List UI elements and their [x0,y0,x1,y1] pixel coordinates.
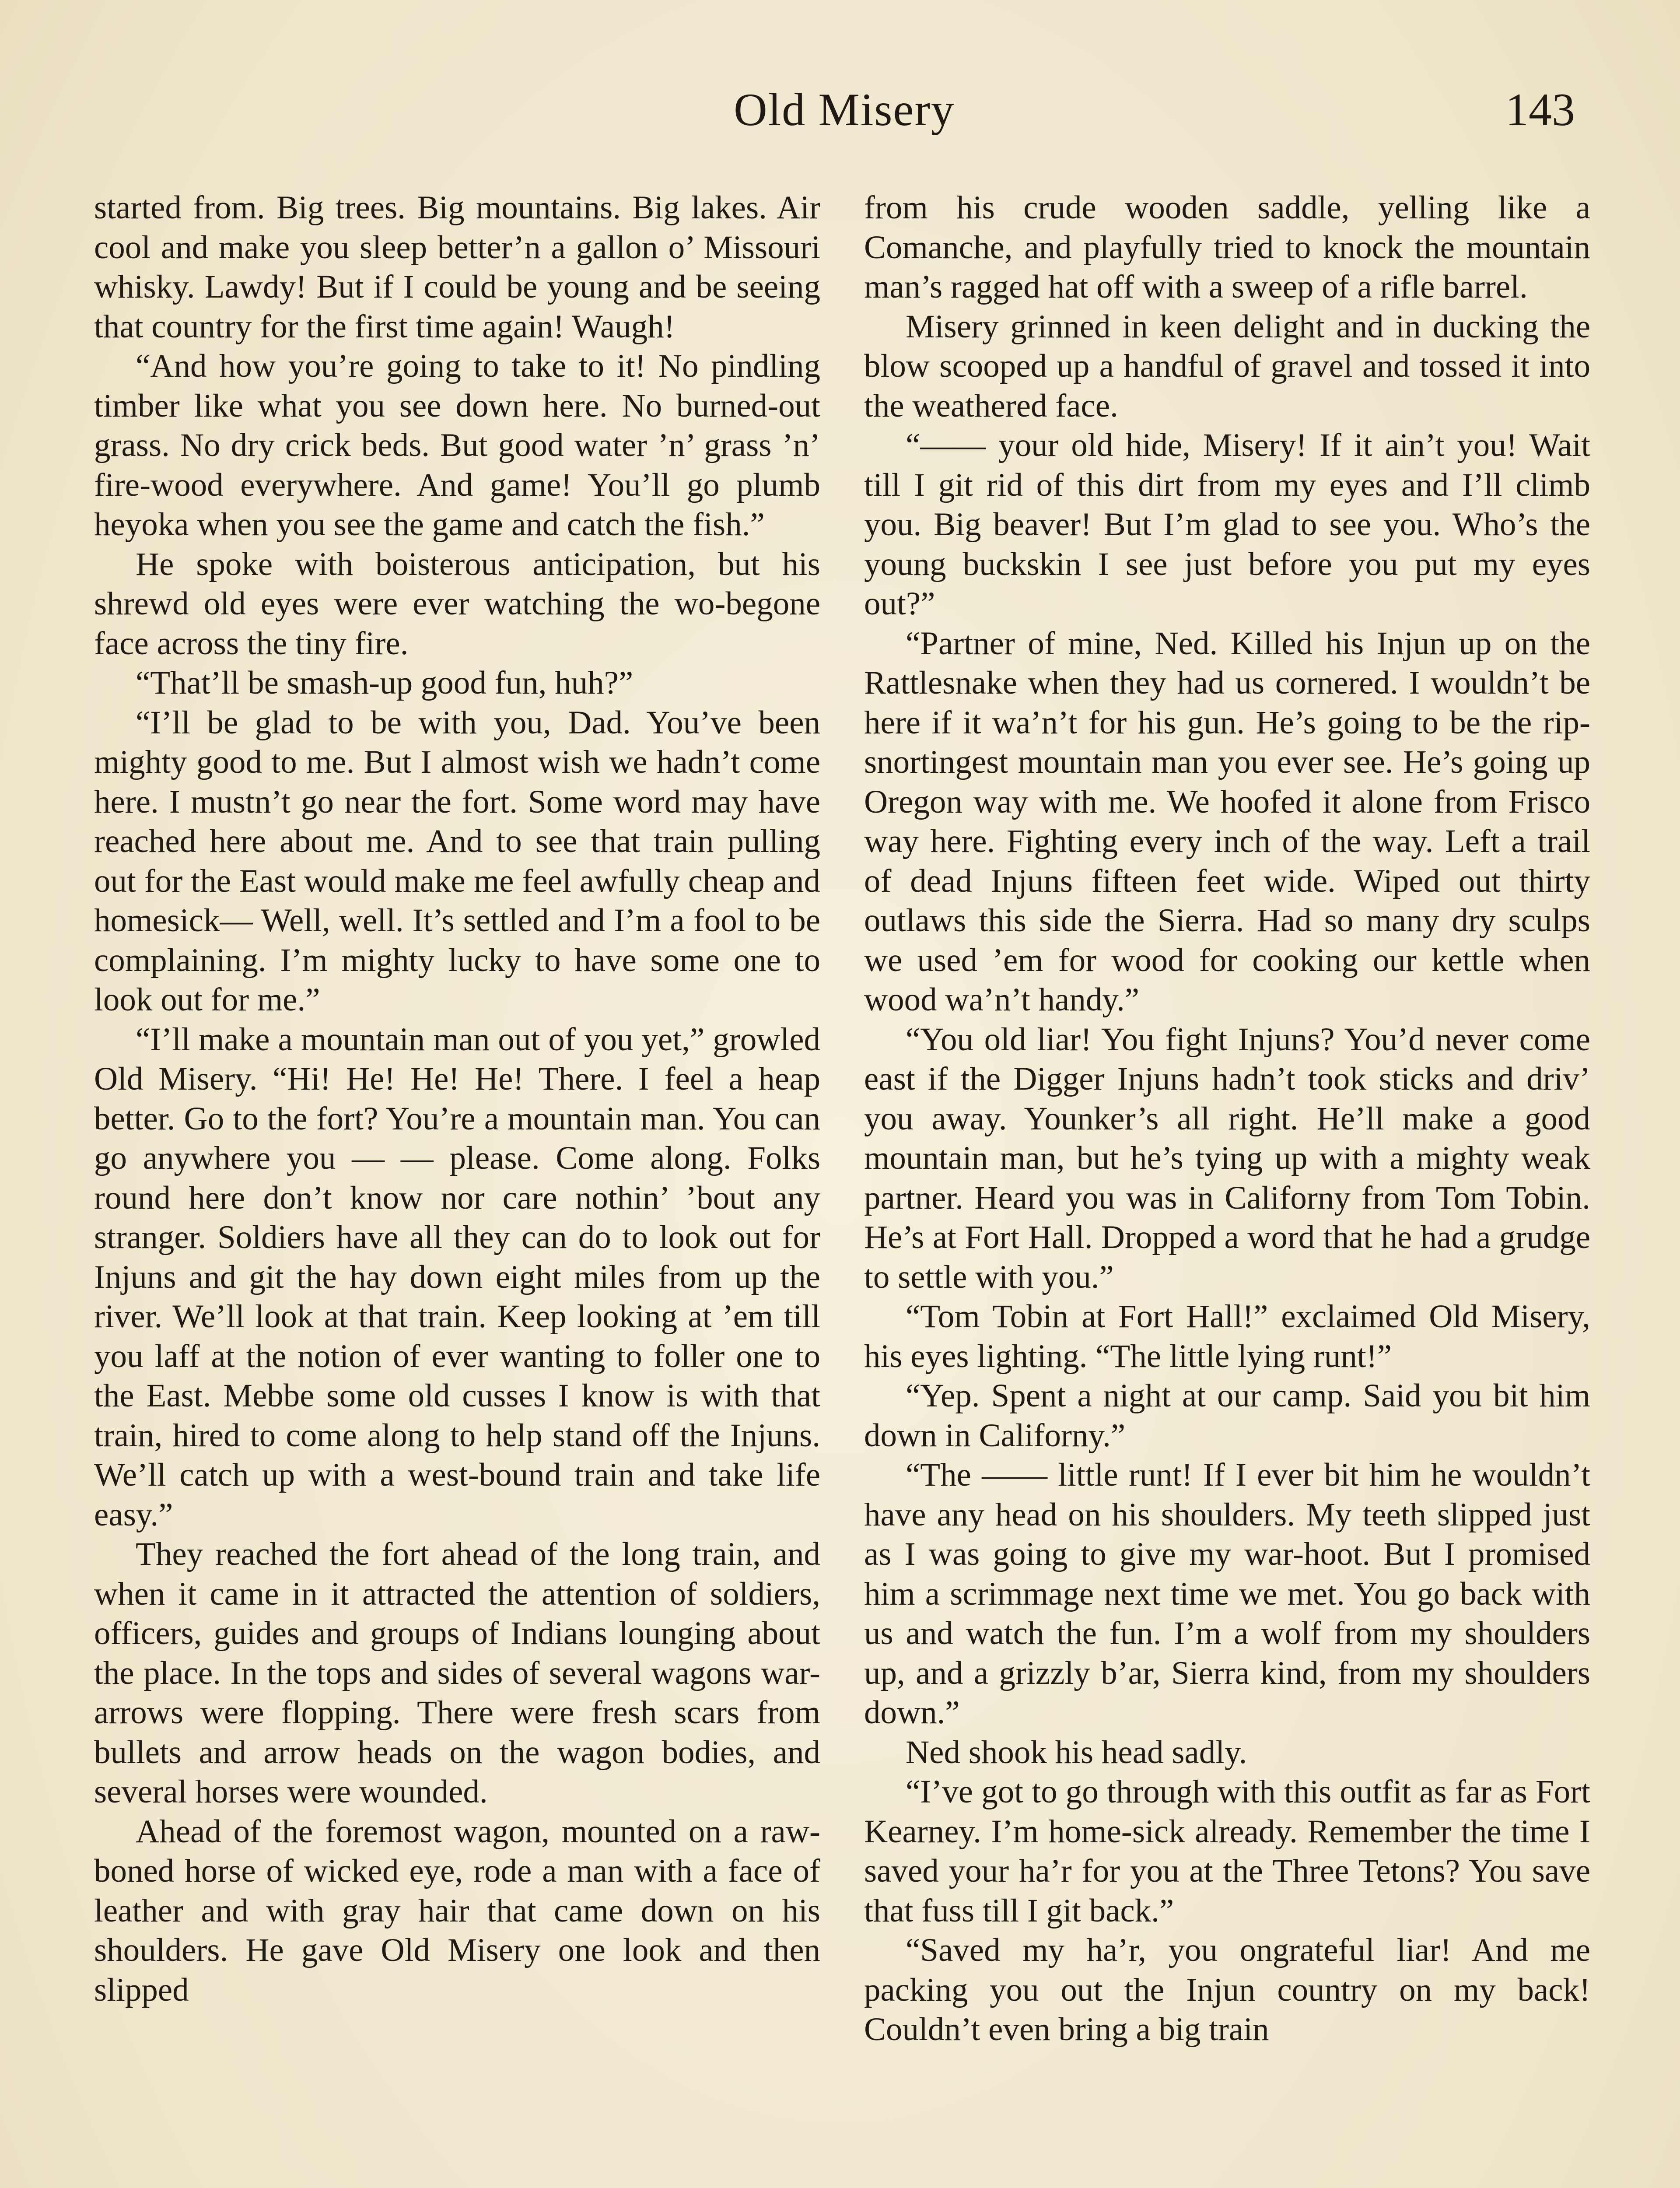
paragraph: “The —— little runt! If I ever bit him he wouldn’t have any head on his shoulders. My teeth slipped just as I was going to give my war-hoot. But I promised him a scrimmage next time we met. You go back with us and watch the fun. I’m a wolf from my shoulders up, and a grizzly b’ar, Sierra kind, from my shoulders down.” [864,1457,1590,1731]
paragraph: Ned shook his head sadly. [906,1734,1247,1771]
paragraph: “Yep. Spent a night at our camp. Said you bit him down in Californy.” [864,1378,1590,1454]
paragraph: “I’ll make a mountain man out of you yet,” growled Old Misery. “Hi! He! He! He! There. I feel a heap better. Go to the fort? You’re a mountain man. You can go anywhere you — — please. Come along. Folks round here don’t know nor care nothin’ ’bout any stranger. Soldiers have all they can do to look out for Injuns and git the hay down eight miles from up the river. We’ll look at that train. Keep looking at ’em till you laff at the notion of ever wanting to foller one to the East. Mebbe some old cusses I know is with that train, hired to come along to help stand off the Injuns. We’ll catch up with a west-bound train and take life easy.” [94,1021,820,1533]
running-head [0,83,1680,149]
page-number: 143 [1505,84,1575,135]
paragraph: “—— your old hide, Misery! If it ain’t you! Wait till I git rid of this dirt from my eyes and I’ll climb you. Big beaver! But I’m glad to see you. Who’s the young buckskin I see just before you put my eyes out?” [864,427,1590,622]
paragraph: Ahead of the foremost wagon, mounted on a raw-boned horse of wicked eye, rode a man with a face of leather and with gray hair that came down on his shoulders. He gave Old Misery one look and then slipped [94,1813,820,2008]
paragraph: He spoke with boisterous anticipation, but his shrewd old eyes were ever watching the wo-begone face across the tiny fire. [94,546,820,662]
paragraph: “Saved my ha’r, you ongrateful liar! And me packing you out the Injun country on my back! Couldn’t even bring a big train [864,1932,1590,2048]
paragraph: “Tom Tobin at Fort Hall!” exclaimed Old Misery, his eyes lighting. “The little lying runt!” [864,1298,1590,1375]
left-column [94,188,820,2188]
paragraph: “And how you’re going to take to it! No pindling timber like what you see down here. No burned-out grass. No dry crick beds. But good water ’n’ grass ’n’ fire-wood everywhere. And game! You’ll go plumb heyoka when you see the game and catch the fish.” [94,348,820,543]
paragraph: “I’ll be glad to be with you, Dad. You’ve been mighty good to me. But I almost wish we hadn’t come here. I mustn’t go near the fort. Some word may have reached here about me. And to see that train pulling out for the East would make me feel awfully cheap and homesick— Well, well. It’s settled and I’m a fool to be complaining. I’m mighty lucky to have some one to look out for me.” [94,704,820,1018]
paragraph: “That’ll be smash-up good fun, huh?” [136,665,634,701]
running-title: Old Misery [734,84,955,135]
paragraph: “You old liar! You fight Injuns? You’d never come east if the Digger Injuns hadn’t took sticks and driv’ you away. Younker’s all right. He’ll make a good mountain man, but he’s tying up with a mighty weak partner. Heard you was in Californy from Tom Tobin. He’s at Fort Hall. Dropped a word that he had a grudge to settle with you.” [864,1021,1590,1295]
paragraph: “Partner of mine, Ned. Killed his Injun up on the Rattlesnake when they had us cornered. I wouldn’t be here if it wa’n’t for his gun. He’s going to be the rip-snortingest mountain man you ever see. He’s going up Oregon way with me. We hoofed it alone from Frisco way here. Fighting every inch of the way. Left a trail of dead Injuns fifteen feet wide. Wiped out thirty outlaws this side the Sierra. Had so many dry sculps we used ’em for wood for cooking our kettle when wood wa’n’t handy.” [864,625,1590,1018]
right-column [864,188,1590,2188]
paragraph: Misery grinned in keen delight and in ducking the blow scooped up a handful of gravel and tossed it into the weathered face. [864,308,1590,424]
paragraph: started from. Big trees. Big mountains. Big lakes. Air cool and make you sleep better’n a gallon o’ Missouri whisky. Lawdy! But if I could be young and be seeing that country for the first time again! Waugh! [94,189,820,345]
paragraph: They reached the fort ahead of the long train, and when it came in it attracted the attention of soldiers, officers, guides and groups of Indians lounging about the place. In the tops and sides of several wagons war-arrows were flopping. There were fresh scars from bullets and arrow heads on the wagon bodies, and several horses were wounded. [94,1536,820,1810]
paragraph: “I’ve got to go through with this outfit as far as Fort Kearney. I’m home-sick already. Remember the time I saved your ha’r for you at the Three Tetons? You save that fuss till I git back.” [864,1774,1590,1929]
paragraph: from his crude wooden saddle, yelling like a Comanche, and playfully tried to knock the mountain man’s ragged hat off with a sweep of a rifle barrel. [864,189,1590,305]
